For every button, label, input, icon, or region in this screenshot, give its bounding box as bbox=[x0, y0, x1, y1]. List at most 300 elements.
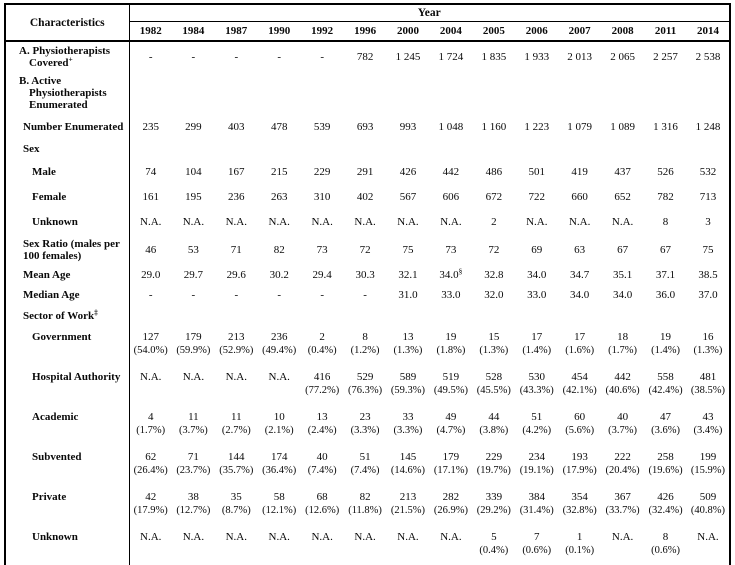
cell-value: N.A. bbox=[354, 531, 376, 543]
cell-value: 51 bbox=[359, 451, 371, 463]
value-cell bbox=[387, 305, 430, 326]
table-row-number-enumerated bbox=[5, 115, 730, 139]
value-cell bbox=[129, 139, 172, 159]
cell-value: 44 bbox=[488, 411, 500, 423]
row-label-line: Enumerated bbox=[29, 99, 88, 111]
value-cell bbox=[387, 265, 430, 285]
cell-value: 19 bbox=[660, 331, 672, 343]
cell-percentage: (3.7%) bbox=[178, 425, 208, 436]
value-cell bbox=[301, 305, 344, 326]
value-cell bbox=[301, 446, 344, 486]
value-cell bbox=[172, 305, 215, 326]
table-row-active-physiotherapists-enumerated bbox=[5, 71, 730, 115]
cell-percentage: (5.6%) bbox=[565, 425, 595, 436]
cell-value: 74 bbox=[145, 165, 157, 178]
cell-value: 34.0§ bbox=[439, 266, 463, 281]
cell-value: - bbox=[277, 50, 282, 63]
cell-value: 53 bbox=[187, 243, 199, 256]
cell-value: 282 bbox=[442, 491, 460, 503]
value-cell bbox=[301, 366, 344, 406]
cell-value: 193 bbox=[571, 451, 588, 463]
value-cell bbox=[387, 184, 430, 209]
value-cell bbox=[258, 159, 301, 184]
value-cell bbox=[687, 234, 730, 265]
row-label-line: Female bbox=[32, 190, 67, 203]
value-cell bbox=[472, 305, 515, 326]
cell-percentage: (0.4%) bbox=[307, 345, 337, 356]
value-cell bbox=[687, 71, 730, 115]
cell-percentage: (12.7%) bbox=[176, 505, 211, 516]
cell-value: 58 bbox=[273, 491, 285, 503]
cell-value: 1 316 bbox=[653, 121, 678, 133]
table-row-private bbox=[5, 486, 730, 526]
value-cell bbox=[558, 41, 601, 71]
cell-value: 367 bbox=[614, 491, 631, 503]
row-label-line: Government bbox=[32, 331, 92, 343]
cell-percentage: (59.9%) bbox=[176, 345, 211, 356]
cell-percentage: (12.1%) bbox=[262, 505, 297, 516]
row-label-subvented bbox=[5, 446, 129, 486]
value-cell bbox=[644, 406, 687, 446]
cell-percentage: (40.8%) bbox=[690, 505, 726, 516]
value-cell bbox=[215, 305, 258, 326]
cell-value: N.A. bbox=[397, 531, 419, 543]
cell-percentage: (19.6%) bbox=[648, 465, 683, 476]
row-label-line: Academic bbox=[32, 411, 79, 423]
cell-value: 4 bbox=[147, 411, 154, 423]
cell-percentage: (1.3%) bbox=[693, 345, 723, 356]
table-row-subvented bbox=[5, 446, 730, 486]
cell-percentage: (17.9%) bbox=[562, 465, 597, 476]
cell-value: N.A. bbox=[440, 531, 462, 543]
table-row-sex-unknown bbox=[5, 209, 730, 234]
value-cell bbox=[429, 71, 472, 115]
cell-value: 75 bbox=[702, 243, 714, 256]
cell-percentage: (7.4%) bbox=[307, 465, 337, 476]
value-cell bbox=[301, 41, 344, 71]
year-column-header: 1984 bbox=[172, 22, 215, 42]
cell-value: N.A. bbox=[182, 215, 205, 228]
value-cell bbox=[601, 71, 644, 115]
value-cell bbox=[301, 526, 344, 565]
value-cell bbox=[129, 406, 172, 446]
value-cell bbox=[515, 71, 558, 115]
value-cell bbox=[258, 41, 301, 71]
value-cell bbox=[601, 486, 644, 526]
cell-value: 34.7 bbox=[570, 269, 590, 281]
cell-value: N.A. bbox=[354, 215, 376, 228]
cell-percentage: (29.2%) bbox=[476, 505, 511, 516]
value-cell bbox=[258, 486, 301, 526]
value-cell bbox=[387, 159, 430, 184]
cell-value: 33 bbox=[402, 411, 414, 423]
year-column-header: 2005 bbox=[472, 22, 515, 42]
value-cell bbox=[644, 305, 687, 326]
value-cell bbox=[515, 265, 558, 285]
value-cell bbox=[515, 486, 558, 526]
row-label-sector-of-work bbox=[5, 305, 129, 326]
value-cell bbox=[687, 41, 730, 71]
cell-value: N.A. bbox=[397, 215, 419, 228]
value-cell bbox=[601, 285, 644, 305]
value-cell bbox=[215, 159, 258, 184]
value-cell bbox=[301, 326, 344, 366]
value-cell bbox=[429, 115, 472, 139]
cell-value: N.A. bbox=[611, 531, 634, 543]
cell-percentage: (59.3%) bbox=[390, 385, 426, 396]
cell-value: 71 bbox=[230, 243, 242, 256]
cell-percentage: (23.7%) bbox=[176, 465, 211, 476]
cell-percentage: (42.4%) bbox=[648, 385, 683, 396]
value-cell bbox=[687, 406, 730, 446]
cell-value: 339 bbox=[485, 491, 503, 503]
cell-percentage: (3.3%) bbox=[350, 425, 380, 436]
value-cell bbox=[344, 184, 387, 209]
cell-value: 46 bbox=[145, 243, 157, 256]
cell-value: 213 bbox=[399, 491, 417, 503]
value-cell bbox=[472, 326, 515, 366]
cell-value: 993 bbox=[399, 121, 417, 133]
cell-value: 32.1 bbox=[398, 269, 418, 281]
cell-value: 384 bbox=[528, 491, 545, 503]
value-cell bbox=[215, 184, 258, 209]
value-cell bbox=[687, 526, 730, 565]
cell-value: 35.1 bbox=[612, 269, 633, 281]
value-cell bbox=[558, 159, 601, 184]
value-cell bbox=[601, 184, 644, 209]
value-cell bbox=[558, 486, 601, 526]
value-cell bbox=[301, 265, 344, 285]
cell-value: 454 bbox=[571, 371, 588, 383]
cell-percentage: (45.5%) bbox=[476, 385, 511, 396]
year-column-header: 2011 bbox=[644, 22, 687, 42]
value-cell bbox=[601, 265, 644, 285]
table-row-mean-age bbox=[5, 265, 730, 285]
cell-value: 32.8 bbox=[484, 269, 504, 281]
value-cell bbox=[472, 366, 515, 406]
cell-value: 49 bbox=[445, 411, 457, 423]
cell-percentage: (49.5%) bbox=[433, 385, 468, 396]
value-cell bbox=[172, 265, 215, 285]
value-cell bbox=[644, 184, 687, 209]
cell-percentage: (33.7%) bbox=[605, 505, 640, 516]
value-cell bbox=[129, 486, 172, 526]
cell-value: 501 bbox=[528, 165, 545, 178]
value-cell bbox=[129, 326, 172, 366]
cell-value: 104 bbox=[185, 165, 202, 178]
row-label-line: Private bbox=[32, 491, 67, 503]
cell-value: 419 bbox=[571, 165, 588, 178]
value-cell bbox=[344, 41, 387, 71]
year-column-header: 2014 bbox=[687, 22, 730, 42]
value-cell bbox=[472, 209, 515, 234]
footnote-mark: § bbox=[458, 266, 463, 276]
row-label-line: Physiotherapists bbox=[29, 87, 107, 99]
value-cell bbox=[344, 406, 387, 446]
value-cell bbox=[387, 41, 430, 71]
value-cell bbox=[344, 366, 387, 406]
row-label-line: Male bbox=[32, 165, 56, 178]
cell-value: 199 bbox=[699, 451, 717, 463]
cell-value: 161 bbox=[142, 190, 159, 203]
cell-value: 236 bbox=[228, 190, 245, 203]
value-cell bbox=[258, 115, 301, 139]
cell-value: 174 bbox=[270, 451, 288, 463]
year-column-header: 2006 bbox=[515, 22, 558, 42]
value-cell bbox=[258, 209, 301, 234]
cell-value: N.A. bbox=[225, 531, 247, 543]
value-cell bbox=[387, 285, 430, 305]
cell-value: 486 bbox=[485, 165, 503, 178]
cell-percentage: (3.6%) bbox=[651, 425, 680, 436]
value-cell bbox=[472, 234, 515, 265]
cell-value: N.A. bbox=[140, 215, 162, 228]
value-cell bbox=[344, 486, 387, 526]
cell-percentage: (17.1%) bbox=[433, 465, 468, 476]
cell-percentage: (17.9%) bbox=[133, 505, 168, 516]
cell-value: 31.0 bbox=[398, 289, 418, 301]
value-cell bbox=[687, 305, 730, 326]
cell-value: 11 bbox=[188, 411, 199, 423]
value-cell bbox=[129, 305, 172, 326]
value-cell bbox=[301, 209, 344, 234]
cell-value: 179 bbox=[442, 451, 460, 463]
value-cell bbox=[172, 159, 215, 184]
value-cell bbox=[687, 326, 730, 366]
cell-value: 229 bbox=[313, 165, 331, 178]
cell-value: 478 bbox=[270, 121, 288, 133]
value-cell bbox=[644, 234, 687, 265]
value-cell bbox=[515, 326, 558, 366]
cell-percentage: (19.1%) bbox=[519, 465, 554, 476]
value-cell bbox=[515, 406, 558, 446]
value-cell bbox=[129, 159, 172, 184]
cell-percentage: (11.8%) bbox=[348, 505, 382, 516]
value-cell bbox=[515, 115, 558, 139]
cell-value: 234 bbox=[528, 451, 545, 463]
cell-value: 8 bbox=[662, 215, 669, 228]
value-cell bbox=[344, 305, 387, 326]
value-cell bbox=[601, 41, 644, 71]
value-cell bbox=[215, 41, 258, 71]
row-label-line: A. Physiotherapists bbox=[19, 44, 111, 57]
cell-value: 215 bbox=[270, 165, 288, 178]
value-cell bbox=[601, 526, 644, 565]
value-cell bbox=[172, 41, 215, 71]
value-cell bbox=[387, 406, 430, 446]
cell-value: 23 bbox=[359, 411, 371, 423]
table-row-sector-of-work bbox=[5, 305, 730, 326]
cell-value: N.A. bbox=[225, 215, 247, 228]
cell-percentage: (31.4%) bbox=[519, 505, 554, 516]
value-cell bbox=[472, 526, 515, 565]
cell-value: 144 bbox=[228, 451, 245, 463]
table-row-physiotherapists-covered bbox=[5, 41, 730, 71]
cell-value: 34.0 bbox=[612, 289, 633, 301]
cell-value: N.A. bbox=[268, 531, 290, 543]
value-cell bbox=[644, 366, 687, 406]
cell-percentage: (3.8%) bbox=[479, 425, 509, 436]
cell-value: 29.7 bbox=[183, 269, 203, 281]
value-cell bbox=[215, 446, 258, 486]
value-cell bbox=[429, 234, 472, 265]
value-cell bbox=[687, 486, 730, 526]
value-cell bbox=[344, 209, 387, 234]
cell-percentage: (32.8%) bbox=[562, 505, 597, 516]
table-row-sex bbox=[5, 139, 730, 159]
value-cell bbox=[644, 209, 687, 234]
value-cell bbox=[301, 234, 344, 265]
value-cell bbox=[601, 115, 644, 139]
value-cell bbox=[644, 115, 687, 139]
cell-value: 291 bbox=[356, 165, 374, 178]
value-cell bbox=[472, 406, 515, 446]
value-cell bbox=[429, 326, 472, 366]
year-column-header: 1990 bbox=[258, 22, 301, 42]
cell-percentage: (52.9%) bbox=[219, 345, 254, 356]
cell-percentage: (26.9%) bbox=[433, 505, 468, 516]
cell-value: 62 bbox=[145, 451, 157, 463]
row-label-line: Number Enumerated bbox=[23, 121, 124, 133]
cell-value: 1 245 bbox=[395, 50, 421, 63]
value-cell bbox=[387, 526, 430, 565]
value-cell bbox=[687, 184, 730, 209]
cell-percentage: (21.5%) bbox=[390, 505, 426, 516]
value-cell bbox=[129, 234, 172, 265]
value-cell bbox=[344, 326, 387, 366]
cell-value: 82 bbox=[359, 491, 371, 503]
value-cell bbox=[558, 305, 601, 326]
cell-value: 35 bbox=[230, 491, 242, 503]
value-cell bbox=[387, 71, 430, 115]
value-cell bbox=[601, 406, 644, 446]
value-cell bbox=[172, 526, 215, 565]
cell-value: 354 bbox=[571, 491, 588, 503]
cell-value: 2 bbox=[491, 215, 497, 228]
value-cell bbox=[258, 139, 301, 159]
row-label-line: Median Age bbox=[23, 289, 80, 301]
value-cell bbox=[472, 115, 515, 139]
cell-value: 229 bbox=[485, 451, 503, 463]
cell-value: N.A. bbox=[440, 215, 462, 228]
row-label-sex bbox=[5, 139, 129, 159]
value-cell bbox=[129, 71, 172, 115]
value-cell bbox=[429, 159, 472, 184]
value-cell bbox=[387, 234, 430, 265]
cell-value: 40 bbox=[617, 411, 629, 423]
cell-value: 530 bbox=[528, 371, 545, 383]
cell-value: 5 bbox=[491, 531, 497, 543]
cell-percentage: (2.4%) bbox=[307, 425, 337, 436]
row-label-female bbox=[5, 184, 129, 209]
value-cell bbox=[644, 486, 687, 526]
value-cell bbox=[687, 285, 730, 305]
cell-percentage: (26.4%) bbox=[133, 465, 168, 476]
cell-value: 222 bbox=[614, 451, 631, 463]
cell-value: 13 bbox=[316, 411, 328, 423]
cell-value: 37.0 bbox=[698, 289, 718, 301]
cell-value: - bbox=[148, 289, 153, 301]
physiotherapists-statistics-table bbox=[4, 3, 731, 565]
value-cell bbox=[429, 41, 472, 71]
cell-percentage: (49.4%) bbox=[262, 345, 297, 356]
value-cell bbox=[429, 305, 472, 326]
cell-value: 8 bbox=[362, 331, 368, 343]
cell-value: 11 bbox=[231, 411, 242, 423]
row-label-line: Hospital Authority bbox=[32, 371, 121, 383]
value-cell bbox=[687, 139, 730, 159]
value-cell bbox=[558, 526, 601, 565]
table-body bbox=[5, 41, 730, 565]
cell-value: 526 bbox=[657, 165, 674, 178]
value-cell bbox=[687, 446, 730, 486]
cell-percentage: (1.4%) bbox=[522, 345, 552, 356]
cell-value: 1 724 bbox=[438, 50, 464, 63]
value-cell bbox=[429, 406, 472, 446]
value-cell bbox=[472, 71, 515, 115]
value-cell bbox=[215, 115, 258, 139]
value-cell bbox=[215, 139, 258, 159]
cell-value: 299 bbox=[185, 121, 202, 133]
cell-value: 3 bbox=[705, 215, 711, 228]
cell-value: 30.2 bbox=[269, 269, 289, 281]
value-cell bbox=[344, 159, 387, 184]
value-cell bbox=[644, 265, 687, 285]
row-label-line: Unknown bbox=[32, 215, 78, 228]
value-cell bbox=[515, 209, 558, 234]
table-row-sector-unknown bbox=[5, 526, 730, 565]
value-cell bbox=[601, 234, 644, 265]
cell-value: 29.0 bbox=[141, 269, 161, 281]
cell-percentage: (35.7%) bbox=[219, 465, 254, 476]
row-label-line: Sex bbox=[23, 143, 40, 155]
cell-value: - bbox=[277, 289, 282, 301]
cell-value: N.A. bbox=[311, 531, 333, 543]
cell-percentage: (0.4%) bbox=[479, 545, 509, 556]
cell-value: 2 bbox=[319, 331, 325, 343]
cell-value: - bbox=[234, 50, 239, 63]
cell-value: 7 bbox=[534, 531, 540, 543]
cell-percentage: (36.4%) bbox=[262, 465, 297, 476]
value-cell bbox=[258, 305, 301, 326]
row-label-number-enumerated bbox=[5, 115, 129, 139]
value-cell bbox=[515, 526, 558, 565]
value-cell bbox=[601, 139, 644, 159]
cell-value: 782 bbox=[356, 50, 374, 63]
value-cell bbox=[515, 184, 558, 209]
cell-value: 82 bbox=[273, 243, 285, 256]
year-column-header: 1987 bbox=[215, 22, 258, 42]
value-cell bbox=[601, 366, 644, 406]
value-cell bbox=[129, 41, 172, 71]
value-cell bbox=[515, 234, 558, 265]
cell-value: 16 bbox=[702, 331, 714, 343]
value-cell bbox=[172, 234, 215, 265]
value-cell bbox=[172, 285, 215, 305]
cell-value: 30.3 bbox=[355, 269, 375, 281]
row-label-line: Unknown bbox=[32, 531, 78, 543]
cell-value: 1 933 bbox=[524, 50, 550, 63]
cell-value: 18 bbox=[617, 331, 629, 343]
value-cell bbox=[129, 446, 172, 486]
cell-value: 63 bbox=[574, 243, 586, 256]
value-cell bbox=[472, 285, 515, 305]
cell-percentage: (0.6%) bbox=[651, 545, 680, 556]
cell-value: 1 160 bbox=[481, 121, 507, 133]
value-cell bbox=[515, 446, 558, 486]
cell-value: 68 bbox=[316, 491, 328, 503]
cell-value: 437 bbox=[614, 165, 631, 178]
